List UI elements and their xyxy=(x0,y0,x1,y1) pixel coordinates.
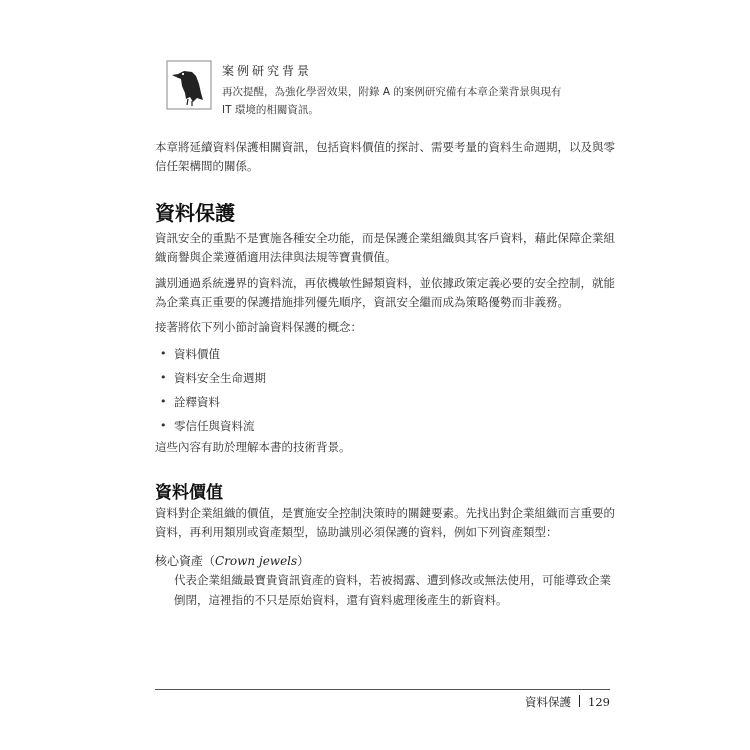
definition-term xyxy=(155,552,309,569)
intro-paragraph: 本章將延續資料保護相關資訊，包括資料價值的探討、需要考量的資料生命週期，以及與零信任架構間的關係。 xyxy=(155,140,615,173)
topic-list xyxy=(160,342,266,438)
section-heading-data-protection: 資料保護 xyxy=(155,201,235,225)
paragraph: 這些內容有助於理解本書的技術背景。 xyxy=(155,440,351,454)
list-item xyxy=(160,342,266,366)
term-close: ） xyxy=(297,554,310,568)
term-en: Crown jewels xyxy=(215,554,298,568)
bullet: • xyxy=(160,347,167,360)
raven-icon xyxy=(166,60,212,110)
list-item-label: 零信任與資料流 xyxy=(174,419,255,433)
note-title: 案例研究背景 xyxy=(222,64,313,78)
term-zh: 核心資產（ xyxy=(155,554,216,568)
bullet: • xyxy=(160,395,167,408)
running-chapter-title: 資料保護 xyxy=(525,695,572,709)
note-line-1: 再次提醒，為強化學習效果，附錄 A 的案例研究備有本章企業背景與現有 xyxy=(222,86,562,98)
page-footer xyxy=(525,694,610,710)
list-item xyxy=(160,414,266,438)
note-line-2: IT 環境的相關資訊。 xyxy=(222,104,319,116)
list-item xyxy=(160,366,266,390)
case-study-note xyxy=(166,58,626,120)
paragraph: 資訊安全的重點不是實施各種安全功能，而是保護企業組織與其客戶資料，藉此保障企業組織商譽與企業遵循適用法律與法規等寶貴價值。 xyxy=(155,231,615,264)
paragraph: 資料對企業組織的價值，是實施安全控制決策時的關鍵要素。先找出對企業組織而言重要的資料，再利用類別或資產類型，協助識別必須保護的資料，例如下列資產類型： xyxy=(155,506,615,539)
footer-separator xyxy=(579,695,580,707)
list-item-label: 資料安全生命週期 xyxy=(174,371,266,385)
paragraph: 接著將依下列小節討論資料保護的概念： xyxy=(155,320,362,334)
list-item-label: 資料價值 xyxy=(174,347,220,361)
list-item xyxy=(160,390,266,414)
page-number: 129 xyxy=(588,695,610,709)
bullet: • xyxy=(160,419,167,432)
footer-rule xyxy=(155,689,610,690)
paragraph: 識別通過系統邊界的資料流，再依機敏性歸類資料，並依據政策定義必要的安全控制，就能為企業真正重要的保護措施排列優先順序，資訊安全繼而成為策略優勢而非義務。 xyxy=(155,276,615,309)
definition-text: 代表企業組織最寶貴資訊資產的資料，若被揭露、遭到修改或無法使用，可能導致企業倒閉，這裡指的不只是原始資料，還有資料處理後產生的新資料。 xyxy=(174,573,611,607)
bullet: • xyxy=(160,371,167,384)
list-item-label: 詮釋資料 xyxy=(174,395,220,409)
section-heading-data-value: 資料價值 xyxy=(155,483,223,503)
